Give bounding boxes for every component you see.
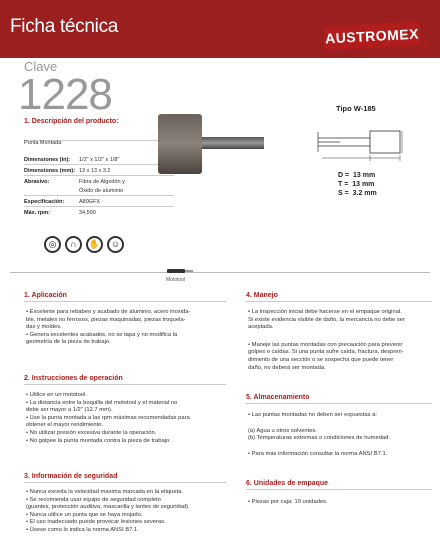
mototool-icon: [165, 266, 195, 276]
mototool-label: Mototool: [166, 277, 186, 283]
product-image: [150, 110, 270, 180]
section-almacenamiento-title: 5. Almacenamiento: [246, 394, 310, 401]
instrucciones-text: • Utilice en un mototool. • La distancia entre la boquilla del mototool y el material no debe ser mayor a 1/2" (12.7 mm). • Use la punta montada a las rpm máximas recomendadas para obtener el mayor rendimiento. • No utilizar presión excesiva durante la operación. • No golpee la punta montada contra la pieza de trabajo.: [26, 392, 190, 444]
almacenamiento-text: • Las puntas montadas no deben ser expuestas a: (a) Agua u otros solventes. (b) Temperaturas extremas o condiciones de humedad. • Para más información consultar la norma ANSI B7.1.: [248, 412, 390, 457]
section-aplicacion-title: 1. Aplicación: [24, 292, 67, 299]
dimension-s: S = 3.2 mm: [338, 190, 377, 197]
spec-row: Abrasivo: Fibra de Algodón y: [24, 179, 125, 185]
ear-protection-icon: ∩: [65, 236, 82, 253]
dimension-d: D = 13 mm: [338, 172, 376, 179]
gloves-icon: ✋: [86, 236, 103, 253]
section-seguridad-title: 3. Información de seguridad: [24, 473, 118, 480]
clave-label: Clave: [24, 59, 58, 74]
brand-logo: [320, 22, 432, 56]
brand-logo-text: AUSTROMEX: [323, 22, 420, 51]
seguridad-text: • Nunca exceda la velocidad maxima marcada en la etiqueta. • Se recomienda usar equipo de seguridad completo (guantes, protección auditiva, mascarilla y lentes de seguridad). • Nunca utilice un punta que se haya mojado. • El uso inadecuado puede provocar lesiones severas. • Úsese como lo indica la norma ANSI B7.1: [26, 489, 190, 533]
dimension-t: T = 13 mm: [338, 181, 375, 188]
divider: [10, 272, 430, 273]
empaque-text: • Piezas por caja: 10 unidades.: [248, 499, 328, 505]
section-manejo-title: 4. Manejo: [246, 292, 278, 299]
spec-row: Óxido de aluminio: [24, 186, 174, 196]
safety-glasses-icon: ◎: [44, 236, 61, 253]
spec-row: Máx. rpm: 34,500: [24, 210, 96, 216]
dimension-list: [338, 172, 418, 199]
mask-icon: ☺: [107, 236, 124, 253]
spec-row: Especificación: A80GFX: [24, 197, 174, 207]
product-name: Punta Montada: [24, 140, 62, 146]
manejo-text: • La inspección inicial debe hacerse en el empaque original. Si existe evidencia visible de daño, la mercancía no debe ser aceptada. • Maneje las puntas montadas con precaución para prevenir golpes o caídas. Si una punta sufre caída, fractura, despren- dimiento de una sección o se sospecha que puede tener daño, no deberá ser montada.: [248, 309, 405, 371]
tipo-label: Tipo W-185: [336, 104, 376, 113]
technical-drawing: [310, 118, 420, 168]
aplicacion-text: • Excelente para rebabeo y acabado de aluminio, acero inoxida- ble, metales no ferrosos, piezas maquinadas, piezas troquela- das y moldes. • Genera excelentes acabados, no se tapa y no modifica la geometría de la pieza de trabajo.: [26, 309, 191, 346]
spec-row: Dimensiones (mm): 13 x 13 x 3.2: [24, 166, 174, 176]
page-title: Ficha técnica: [10, 16, 119, 37]
spec-row: Dimensiones (in): 1/2" x 1/2" x 1/8": [24, 155, 174, 165]
section-empaque-title: 6. Unidades de empaque: [246, 480, 329, 487]
registered-icon: ®: [423, 43, 429, 49]
section-instrucciones-title: 2. Instrucciones de operación: [24, 375, 123, 382]
section1-title: 1. Descripción del producto:: [24, 118, 119, 125]
clave-number: 1228: [18, 70, 112, 119]
